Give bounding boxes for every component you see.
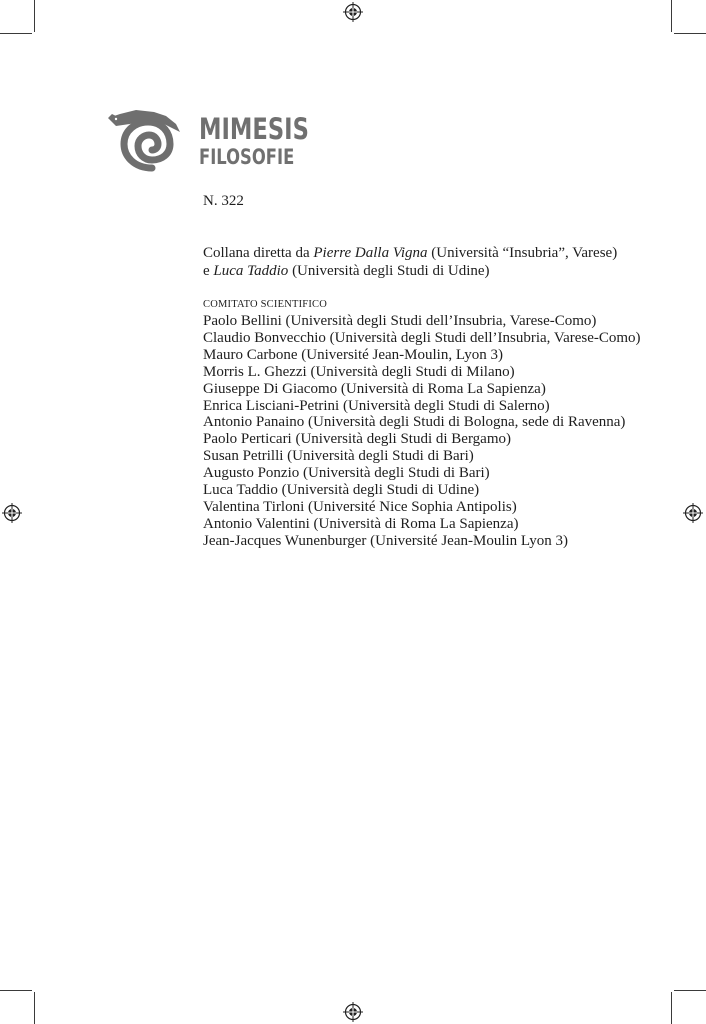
registration-mark-icon	[343, 2, 363, 22]
crop-mark-bottom-right-vertical	[671, 992, 672, 1024]
series-editors	[203, 244, 617, 280]
editor-1-affiliation: (Università “Insubria”, Varese)	[427, 245, 618, 261]
crop-mark-bottom-left-horizontal	[0, 990, 32, 991]
committee-member: Mauro Carbone (Université Jean-Moulin, Lyon 3)	[203, 346, 503, 363]
committee-member: Paolo Perticari (Università degli Studi di Bergamo)	[203, 431, 511, 448]
publisher-brand	[199, 113, 340, 169]
editor-line-2	[203, 262, 617, 280]
committee-member-list	[203, 313, 641, 550]
registration-mark-icon	[683, 503, 703, 523]
committee-member: Paolo Bellini (Università degli Studi dell’Insubria, Varese-Como)	[203, 313, 597, 329]
committee-member: Morris L. Ghezzi (Università degli Studi di Milano)	[203, 363, 515, 380]
editor-2-name: Luca Taddio	[213, 263, 289, 279]
editor-line-2-prefix: e	[203, 263, 214, 279]
committee-member: Antonio Valentini (Università di Roma La Sapienza)	[203, 515, 519, 532]
committee-member: Giuseppe Di Giacomo (Università di Roma La Sapienza)	[203, 380, 546, 397]
series-name: FILOSOFIE	[199, 145, 295, 169]
committee-member: Augusto Ponzio (Università degli Studi di Bari)	[203, 465, 490, 482]
crop-mark-top-left-vertical	[34, 0, 35, 32]
editor-line-1-prefix: Collana diretta da	[203, 245, 314, 261]
crop-mark-bottom-right-horizontal	[674, 990, 706, 991]
committee-member: Jean-Jacques Wunenburger (Université Jean-Moulin Lyon 3)	[203, 532, 568, 549]
snail-spiral-logo-icon	[106, 106, 186, 172]
crop-mark-top-right-vertical	[671, 0, 672, 32]
committee-member: Valentina Tirloni (Université Nice Sophia Antipolis)	[203, 498, 517, 515]
committee-member: Claudio Bonvecchio (Università degli Studi dell’Insubria, Varese-Como)	[203, 329, 641, 346]
crop-mark-top-right-horizontal	[674, 33, 706, 34]
registration-mark-icon	[343, 1002, 363, 1022]
committee-member: Luca Taddio (Università degli Studi di Udine)	[203, 482, 480, 499]
crop-mark-top-left-horizontal	[0, 33, 32, 34]
committee-member: Enrica Lisciani-Petrini (Università degli Studi di Salerno)	[203, 397, 550, 414]
editor-line-1	[203, 244, 617, 262]
crop-mark-bottom-left-vertical	[34, 992, 35, 1024]
committee-member: Antonio Panaino (Università degli Studi di Bologna, sede di Ravenna)	[203, 414, 626, 431]
committee-heading: COMITATO SCIENTIFICO	[203, 299, 328, 310]
volume-number: N. 322	[203, 193, 244, 209]
editor-2-affiliation: (Università degli Studi di Udine)	[288, 263, 490, 279]
editor-1-name: Pierre Dalla Vigna	[313, 245, 428, 261]
registration-mark-icon	[2, 503, 22, 523]
publisher-name: MIMESIS	[199, 112, 309, 146]
committee-member: Susan Petrilli (Università degli Studi di Bari)	[203, 448, 474, 465]
scientific-committee	[203, 298, 641, 550]
